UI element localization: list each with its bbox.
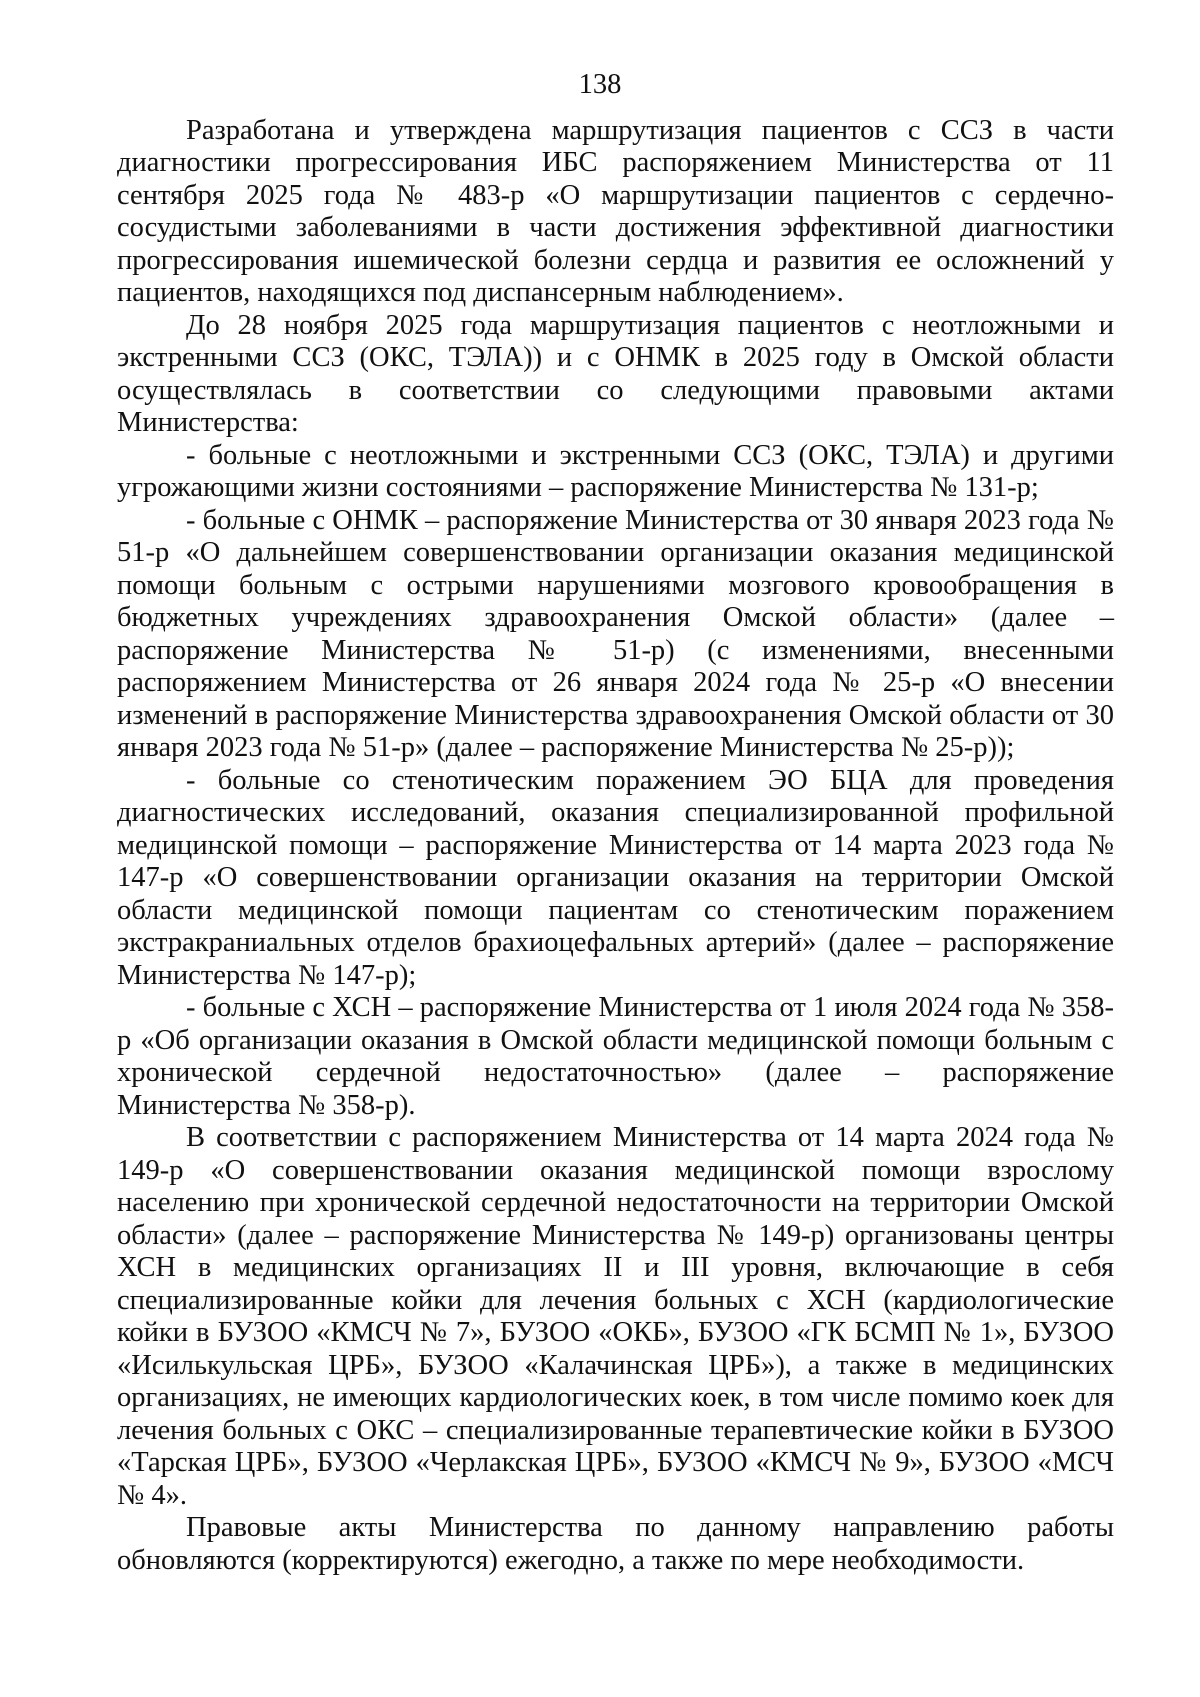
list-item-urgent-ssz: - больные с неотложными и экстренными ССЗ (ОКС, ТЭЛА) и другими угрожающими жизни состояниями – распоряжение Министерства № 131-р; [117,439,1114,503]
paragraph-legal-acts-updated: Правовые акты Министерства по данному направлению работы обновляются (корректируются) ежегодно, а также по мере необходимости. [117,1512,1114,1576]
list-item-xsn: - больные с ХСН – распоряжение Министерства от 1 июля 2024 года № 358-р «Об организации оказания в Омской области медицинской помощи больным с хронической сердечной недостаточностью» (далее – распоряжение Министерства № 358-р). [117,992,1114,1121]
list-item-onmk: - больные с ОНМК – распоряжение Министерства от 30 января 2023 года № 51-р «О дальнейшем совершенствовании организации оказания медицинской помощи больным с острыми нарушениями мозгового кровообращения в бюджетных учреждениях здравоохранения Омской области» (далее – распоряжение Министерства № 51-р) (с изменениями, внесенными распоряжением Министерства от 26 января 2024 года № 25-р «О внесении изменений в распоряжение Министерства здравоохранения Омской области от 30 января 2023 года № 51-р» (далее – распоряжение Министерства № 25-р)); [117,504,1114,763]
paragraph-routing-approved: Разработана и утверждена маршрутизация пациентов с ССЗ в части диагностики прогрессирования ИБС распоряжением Министерства от 11 сентября 2025 года № 483-р «О маршрутизации пациентов с сердечно-сосудистыми заболеваниями в части достижения эффективной диагностики прогрессирования ишемической болезни сердца и развития ее осложнений у пациентов, находящихся под диспансерным наблюдением». [117,114,1114,308]
paragraph-xsn-centers: В соответствии с распоряжением Министерства от 14 марта 2024 года № 149-р «О совершенствовании оказания медицинской помощи взрослому населению при хронической сердечной недостаточности на территории Омской области» (далее – распоряжение Министерства № 149-р) организованы центры ХСН в медицинских организациях II и III уровня, включающие в себя специализированные койки для лечения больных с ХСН (кардиологические койки в БУЗОО «КМСЧ № 7», БУЗОО «ОКБ», БУЗОО «ГК БСМП № 1», БУЗОО «Исилькульская ЦРБ», БУЗОО «Калачинская ЦРБ»), а также в медицинских организациях, не имеющих кардиологических коек, в том числе помимо коек для лечения больных с ОКС – специализированные терапевтические койки в БУЗОО «Тарская ЦРБ», БУЗОО «Черлакская ЦРБ», БУЗОО «КМСЧ № 9», БУЗОО «МСЧ № 4». [117,1122,1114,1511]
paragraph-routing-until-november: До 28 ноября 2025 года маршрутизация пациентов с неотложными и экстренными ССЗ (ОКС, ТЭЛА)) и с ОНМК в 2025 году в Омской области осуществлялась в соответствии со следующими правовыми актами Министерства: [117,309,1114,438]
list-item-stenotic-lesion: - больные со стенотическим поражением ЭО БЦА для проведения диагностических исследований, оказания специализированной профильной медицинской помощи – распоряжение Министерства от 14 марта 2023 года № 147-р «О совершенствовании организации оказания на территории Омской области медицинской помощи пациентам со стенотическим поражением экстракраниальных отделов брахиоцефальных артерий» (далее – распоряжение Министерства № 147-р); [117,764,1114,991]
document-body [117,115,1114,1578]
page-number: 138 [578,69,622,100]
